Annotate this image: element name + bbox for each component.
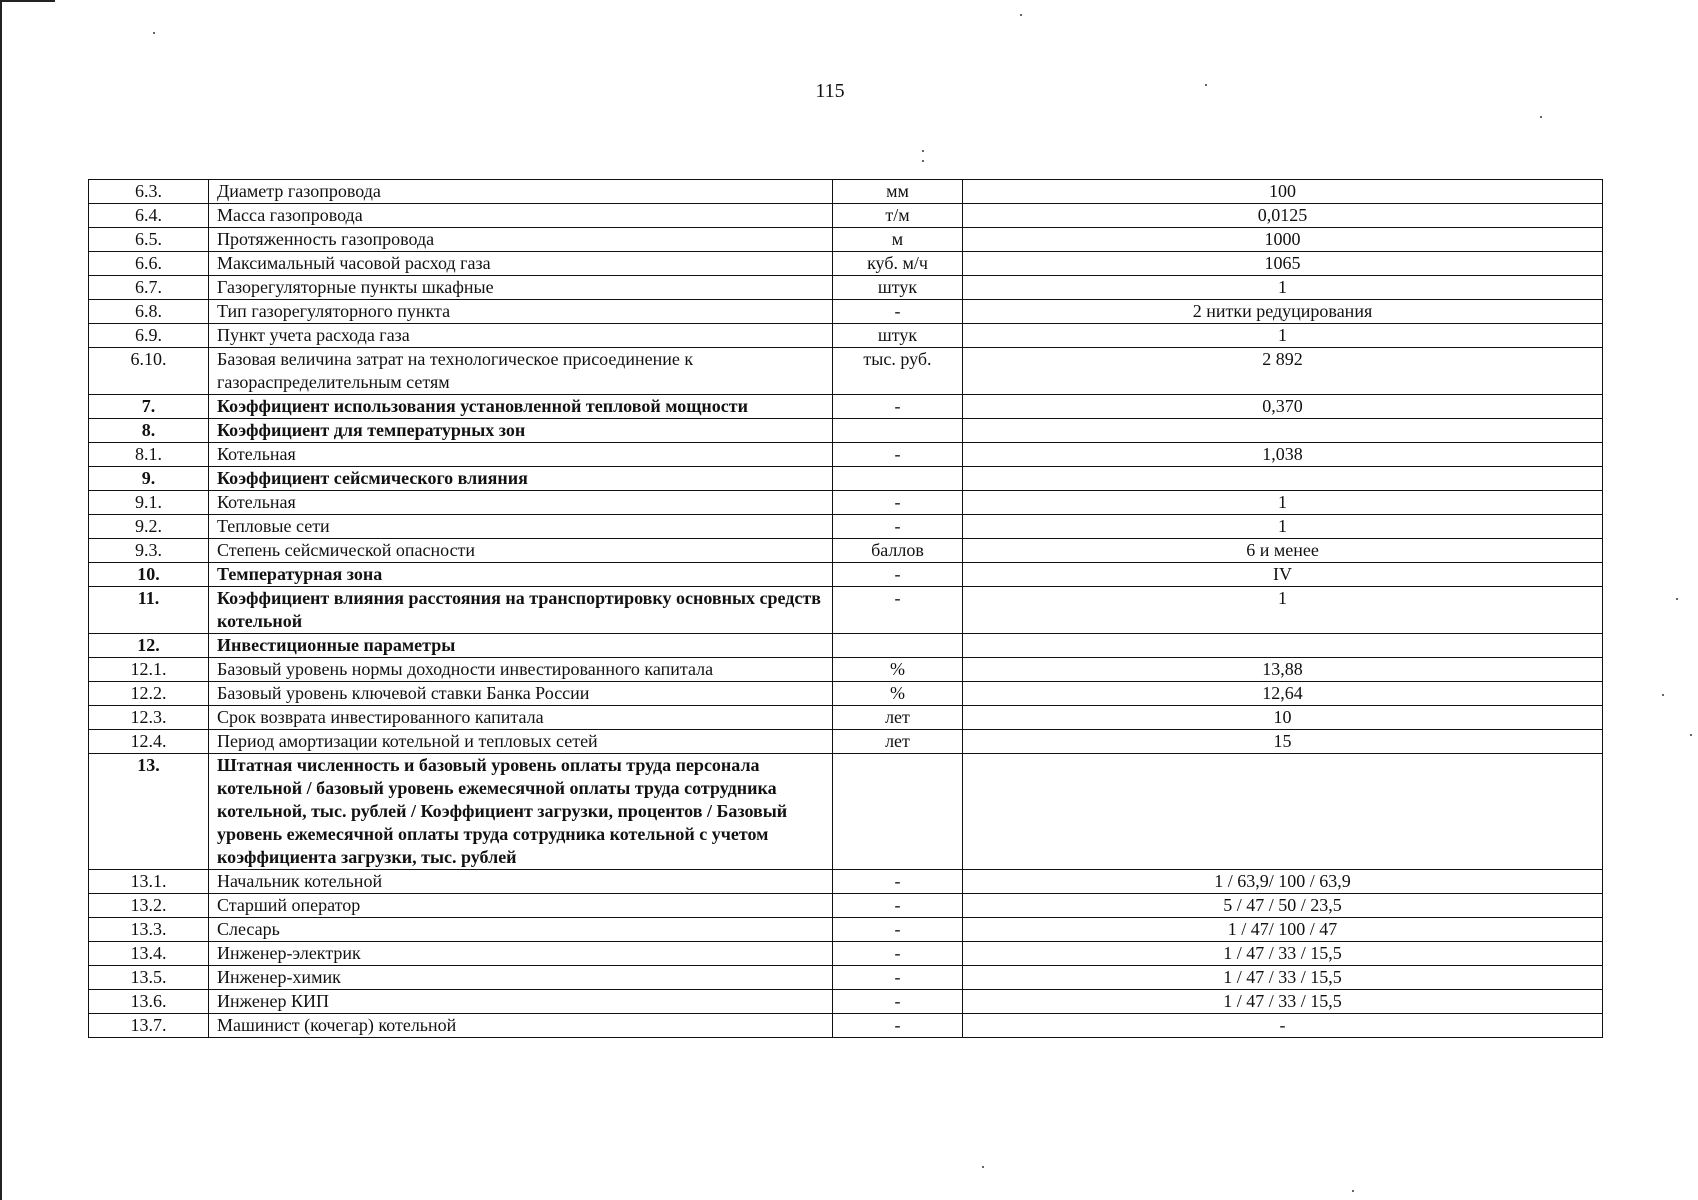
row-number: 12.4. (89, 730, 209, 754)
row-number: 6.10. (89, 348, 209, 395)
row-value: 100 (963, 180, 1603, 204)
row-name: Период амортизации котельной и тепловых сетей (209, 730, 833, 754)
row-value: 12,64 (963, 682, 1603, 706)
row-number: 12.3. (89, 706, 209, 730)
table-row (89, 658, 1603, 682)
row-name: Коэффициент для температурных зон (209, 419, 833, 443)
row-unit: м (833, 228, 963, 252)
table-row (89, 204, 1603, 228)
row-unit: % (833, 658, 963, 682)
row-unit: штук (833, 324, 963, 348)
table-row (89, 730, 1603, 754)
row-name: Коэффициент влияния расстояния на транспортировку основных средств котельной (209, 587, 833, 634)
row-unit: - (833, 395, 963, 419)
row-value (963, 754, 1603, 870)
table-row (89, 966, 1603, 990)
row-name: Штатная численность и базовый уровень оплаты труда персонала котельной / базовый уровень ежемесячной оплаты труда сотрудника котельной, тыс. рублей / Коэффициент загрузки, процентов / Базовый уровень ежемесячной оплаты труда сотрудника котельной с учетом коэффициента загрузки, тыс. рублей (209, 754, 833, 870)
row-name: Начальник котельной (209, 870, 833, 894)
scan-speck (922, 150, 924, 152)
row-number: 13.3. (89, 918, 209, 942)
row-name: Максимальный часовой расход газа (209, 252, 833, 276)
table-row (89, 634, 1603, 658)
row-unit (833, 754, 963, 870)
row-number: 9.1. (89, 491, 209, 515)
row-unit: штук (833, 276, 963, 300)
row-unit: - (833, 942, 963, 966)
row-value: 5 / 47 / 50 / 23,5 (963, 894, 1603, 918)
row-unit: - (833, 966, 963, 990)
row-value: IV (963, 563, 1603, 587)
row-name: Слесарь (209, 918, 833, 942)
row-name: Тепловые сети (209, 515, 833, 539)
row-number: 13.5. (89, 966, 209, 990)
row-name: Базовый уровень ключевой ставки Банка России (209, 682, 833, 706)
row-unit: т/м (833, 204, 963, 228)
row-number: 12. (89, 634, 209, 658)
row-unit: - (833, 918, 963, 942)
row-value: 1 (963, 276, 1603, 300)
table-row (89, 870, 1603, 894)
row-value: 1 / 47/ 100 / 47 (963, 918, 1603, 942)
row-name: Тип газорегуляторного пункта (209, 300, 833, 324)
row-number: 8. (89, 419, 209, 443)
row-name: Масса газопровода (209, 204, 833, 228)
row-name: Инженер-химик (209, 966, 833, 990)
row-number: 13.7. (89, 1014, 209, 1038)
table-row (89, 539, 1603, 563)
table-row (89, 443, 1603, 467)
row-value: 1 (963, 587, 1603, 634)
row-value: 10 (963, 706, 1603, 730)
scan-speck (982, 1166, 984, 1168)
row-name: Инвестиционные параметры (209, 634, 833, 658)
scan-speck (1690, 734, 1692, 736)
table-row (89, 300, 1603, 324)
row-number: 8.1. (89, 443, 209, 467)
row-unit: - (833, 587, 963, 634)
table-row (89, 252, 1603, 276)
row-unit: куб. м/ч (833, 252, 963, 276)
row-unit: - (833, 515, 963, 539)
row-unit: - (833, 1014, 963, 1038)
row-name: Котельная (209, 443, 833, 467)
page-number: 115 (815, 80, 845, 102)
row-number: 6.5. (89, 228, 209, 252)
table-row (89, 467, 1603, 491)
row-value: - (963, 1014, 1603, 1038)
row-value: 2 нитки редуцирования (963, 300, 1603, 324)
row-unit (833, 467, 963, 491)
row-value (963, 419, 1603, 443)
table-row (89, 491, 1603, 515)
row-name: Температурная зона (209, 563, 833, 587)
row-name: Протяженность газопровода (209, 228, 833, 252)
scan-speck (1020, 14, 1022, 16)
scan-speck (1352, 1190, 1354, 1192)
page-edge-left (0, 0, 2, 1200)
row-number: 9. (89, 467, 209, 491)
row-name: Инженер КИП (209, 990, 833, 1014)
row-number: 13.6. (89, 990, 209, 1014)
row-number: 6.4. (89, 204, 209, 228)
table-row (89, 706, 1603, 730)
row-name: Газорегуляторные пункты шкафные (209, 276, 833, 300)
row-number: 6.7. (89, 276, 209, 300)
row-unit (833, 419, 963, 443)
table-row (89, 754, 1603, 870)
table-row (89, 942, 1603, 966)
row-value: 1 (963, 491, 1603, 515)
row-unit: - (833, 870, 963, 894)
row-unit: лет (833, 706, 963, 730)
row-number: 13.1. (89, 870, 209, 894)
row-number: 11. (89, 587, 209, 634)
row-value: 0,0125 (963, 204, 1603, 228)
row-number: 13. (89, 754, 209, 870)
row-number: 6.6. (89, 252, 209, 276)
table-row (89, 180, 1603, 204)
row-number: 13.4. (89, 942, 209, 966)
row-unit: - (833, 990, 963, 1014)
row-name: Срок возврата инвестированного капитала (209, 706, 833, 730)
table-row (89, 918, 1603, 942)
row-value: 15 (963, 730, 1603, 754)
row-value: 1 / 47 / 33 / 15,5 (963, 942, 1603, 966)
table-row (89, 228, 1603, 252)
table-row (89, 682, 1603, 706)
table-row (89, 276, 1603, 300)
row-unit: - (833, 443, 963, 467)
row-value: 0,370 (963, 395, 1603, 419)
row-number: 7. (89, 395, 209, 419)
row-value: 1,038 (963, 443, 1603, 467)
row-name: Старший оператор (209, 894, 833, 918)
row-name: Пункт учета расхода газа (209, 324, 833, 348)
row-unit: - (833, 563, 963, 587)
scan-speck (922, 160, 924, 162)
row-unit: тыс. руб. (833, 348, 963, 395)
row-value: 1 (963, 324, 1603, 348)
row-unit: лет (833, 730, 963, 754)
row-value: 1000 (963, 228, 1603, 252)
row-number: 6.9. (89, 324, 209, 348)
row-name: Машинист (кочегар) котельной (209, 1014, 833, 1038)
row-value: 1 / 47 / 33 / 15,5 (963, 966, 1603, 990)
table-row (89, 990, 1603, 1014)
row-name: Котельная (209, 491, 833, 515)
row-number: 12.2. (89, 682, 209, 706)
page-edge-top (0, 0, 55, 2)
table-row (89, 894, 1603, 918)
row-number: 6.8. (89, 300, 209, 324)
row-value (963, 634, 1603, 658)
table-row (89, 324, 1603, 348)
row-unit: - (833, 491, 963, 515)
row-name: Базовый уровень нормы доходности инвестированного капитала (209, 658, 833, 682)
row-value (963, 467, 1603, 491)
table-row (89, 419, 1603, 443)
scan-speck (153, 32, 155, 34)
row-number: 9.2. (89, 515, 209, 539)
row-name: Диаметр газопровода (209, 180, 833, 204)
row-unit: - (833, 894, 963, 918)
row-unit: мм (833, 180, 963, 204)
row-unit: % (833, 682, 963, 706)
row-value: 2 892 (963, 348, 1603, 395)
row-value: 6 и менее (963, 539, 1603, 563)
table-row (89, 395, 1603, 419)
row-name: Степень сейсмической опасности (209, 539, 833, 563)
row-number: 10. (89, 563, 209, 587)
row-name: Базовая величина затрат на технологическое присоединение к газораспределительным сетям (209, 348, 833, 395)
table-row (89, 348, 1603, 395)
scan-speck (1540, 116, 1542, 118)
table-row (89, 1014, 1603, 1038)
table-row (89, 587, 1603, 634)
scan-speck (1676, 598, 1678, 600)
table-row (89, 515, 1603, 539)
row-number: 13.2. (89, 894, 209, 918)
row-name: Инженер-электрик (209, 942, 833, 966)
row-value: 1 / 47 / 33 / 15,5 (963, 990, 1603, 1014)
row-unit: - (833, 300, 963, 324)
row-value: 1065 (963, 252, 1603, 276)
row-unit (833, 634, 963, 658)
row-number: 12.1. (89, 658, 209, 682)
row-name: Коэффициент сейсмического влияния (209, 467, 833, 491)
table-body (89, 180, 1603, 1038)
table-row (89, 563, 1603, 587)
scan-speck (1662, 694, 1664, 696)
row-value: 1 (963, 515, 1603, 539)
row-name: Коэффициент использования установленной тепловой мощности (209, 395, 833, 419)
row-value: 13,88 (963, 658, 1603, 682)
row-number: 6.3. (89, 180, 209, 204)
row-value: 1 / 63,9/ 100 / 63,9 (963, 870, 1603, 894)
row-number: 9.3. (89, 539, 209, 563)
parameters-table (88, 179, 1603, 1038)
row-unit: баллов (833, 539, 963, 563)
